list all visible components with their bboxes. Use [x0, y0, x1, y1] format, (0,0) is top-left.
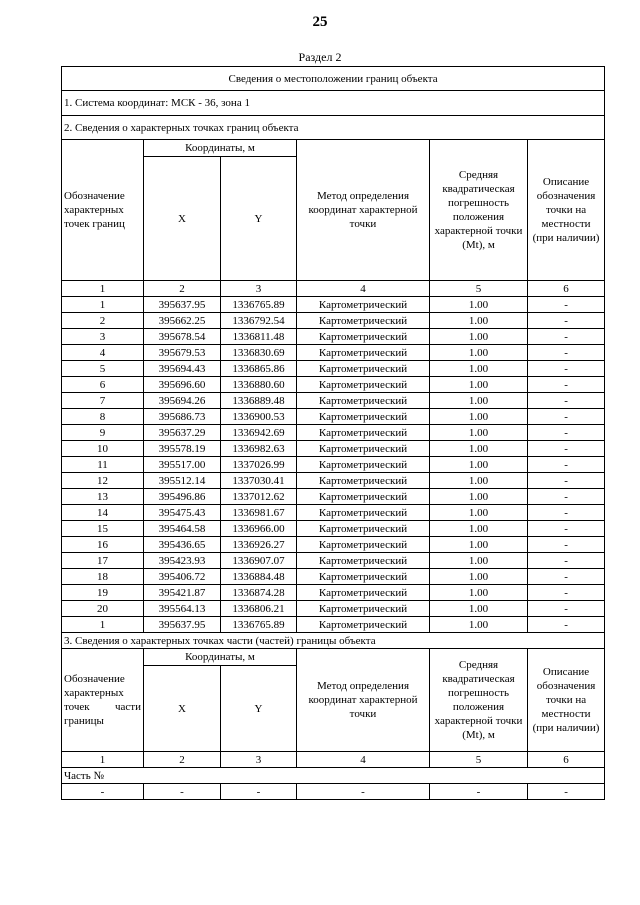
table-cell: 395496.86 [144, 489, 221, 505]
table-cell: 1336865.86 [221, 361, 297, 377]
table-cell: 395662.25 [144, 313, 221, 329]
table-cell: 1.00 [430, 505, 528, 521]
table-cell: - [528, 393, 605, 409]
table-cell: - [528, 537, 605, 553]
column-number-row [62, 281, 605, 297]
table-cell: - [528, 585, 605, 601]
table-cell: 8 [62, 409, 144, 425]
table-cell: 1336907.07 [221, 553, 297, 569]
table-cell: - [430, 784, 528, 800]
table-cell: 395578.19 [144, 441, 221, 457]
header-x: X [144, 157, 221, 281]
header-coords-part: Координаты, м [144, 649, 297, 666]
table-cell: 1.00 [430, 361, 528, 377]
table-cell: 1.00 [430, 617, 528, 633]
table-cell: - [528, 473, 605, 489]
table-cell: 1.00 [430, 457, 528, 473]
header-designation: Обозначение характерных точек границ [62, 140, 144, 281]
table-cell: - [528, 521, 605, 537]
table-cell: 395436.65 [144, 537, 221, 553]
table-cell: 6 [62, 377, 144, 393]
table-cell: 1336900.53 [221, 409, 297, 425]
table-row [62, 537, 605, 553]
section-3-heading: 3. Сведения о характерных точках части (частей) границы объекта [62, 633, 605, 649]
header-description: Описание обозначения точки на местности (при наличии) [528, 140, 605, 281]
table-cell: 6 [528, 752, 605, 768]
table-cell: 1336884.48 [221, 569, 297, 585]
table-cell: Картометрический [297, 361, 430, 377]
table-cell: 395423.93 [144, 553, 221, 569]
table-cell: 1336981.67 [221, 505, 297, 521]
table-cell: 395696.60 [144, 377, 221, 393]
table-cell: 2 [62, 313, 144, 329]
table-row [62, 409, 605, 425]
section-2-heading: 2. Сведения о характерных точках границ объекта [62, 116, 605, 140]
table-cell: 1 [62, 281, 144, 297]
table-cell: 1.00 [430, 345, 528, 361]
table-cell: 1.00 [430, 297, 528, 313]
table-cell: 1.00 [430, 409, 528, 425]
table-cell: - [528, 601, 605, 617]
header-error: Средняя квадратическая погрешность положения характерной точки (Mt), м [430, 140, 528, 281]
table-cell: - [528, 425, 605, 441]
table-cell: - [221, 784, 297, 800]
boundary-table [61, 66, 605, 800]
header-y-part: Y [221, 666, 297, 752]
table-cell: - [144, 784, 221, 800]
table-cell: Картометрический [297, 441, 430, 457]
table-row [62, 553, 605, 569]
table-row [62, 505, 605, 521]
table-row [62, 345, 605, 361]
table-cell: 395475.43 [144, 505, 221, 521]
table-cell: 1336792.54 [221, 313, 297, 329]
table-cell: - [528, 457, 605, 473]
table-cell: - [528, 553, 605, 569]
table-cell: - [528, 345, 605, 361]
table-cell: Картометрический [297, 505, 430, 521]
table-cell: 17 [62, 553, 144, 569]
table-cell: 3 [221, 281, 297, 297]
table-cell: 1.00 [430, 489, 528, 505]
table-cell: - [528, 441, 605, 457]
table-cell: Картометрический [297, 537, 430, 553]
table-row [62, 297, 605, 313]
header-designation-part: Обозначение характерных точек части границы [62, 649, 144, 752]
table-cell: Картометрический [297, 473, 430, 489]
table-cell: 18 [62, 569, 144, 585]
table-title: Сведения о местоположении границ объекта [62, 67, 605, 91]
table-row [62, 361, 605, 377]
table-row [62, 329, 605, 345]
table-cell: 395694.43 [144, 361, 221, 377]
table-cell: - [528, 489, 605, 505]
table-cell: 1336874.28 [221, 585, 297, 601]
table-cell: 1.00 [430, 601, 528, 617]
table-cell: 395686.73 [144, 409, 221, 425]
table-cell: Картометрический [297, 329, 430, 345]
table-cell: 1336880.60 [221, 377, 297, 393]
table-row [62, 521, 605, 537]
table-cell: 13 [62, 489, 144, 505]
table-cell: Картометрический [297, 585, 430, 601]
table-cell: 395637.29 [144, 425, 221, 441]
table-cell: 4 [297, 281, 430, 297]
table-cell: Картометрический [297, 601, 430, 617]
table-cell: 1337012.62 [221, 489, 297, 505]
table-cell: Картометрический [297, 409, 430, 425]
table-cell: Картометрический [297, 489, 430, 505]
table-cell: 1337026.99 [221, 457, 297, 473]
table-row [62, 457, 605, 473]
table-cell: Картометрический [297, 393, 430, 409]
table-cell: - [62, 784, 144, 800]
table-row [62, 601, 605, 617]
table-cell: Картометрический [297, 457, 430, 473]
table-cell: 1336806.21 [221, 601, 297, 617]
table-cell: 5 [62, 361, 144, 377]
table-cell: 3 [62, 329, 144, 345]
table-row [62, 425, 605, 441]
header-error-part: Средняя квадратическая погрешность положения характерной точки (Mt), м [430, 649, 528, 752]
table-cell: 1336830.69 [221, 345, 297, 361]
table-row [62, 377, 605, 393]
header-method: Метод определения координат характерной точки [297, 140, 430, 281]
table-cell: 2 [144, 281, 221, 297]
table-cell: 5 [430, 281, 528, 297]
part-row [62, 784, 605, 800]
table-cell: 6 [528, 281, 605, 297]
table-cell: - [528, 313, 605, 329]
coordinate-system: 1. Система координат: МСК - 36, зона 1 [62, 91, 605, 116]
table-cell: 1.00 [430, 393, 528, 409]
table-cell: - [528, 377, 605, 393]
table-cell: 4 [297, 752, 430, 768]
table-cell: 395637.95 [144, 617, 221, 633]
table-cell: 14 [62, 505, 144, 521]
table-cell: 395512.14 [144, 473, 221, 489]
table-cell: Картометрический [297, 345, 430, 361]
table-cell: 2 [144, 752, 221, 768]
table-cell: 7 [62, 393, 144, 409]
table-cell: Картометрический [297, 553, 430, 569]
table-cell: 1.00 [430, 473, 528, 489]
table-cell: 395464.58 [144, 521, 221, 537]
table-row [62, 393, 605, 409]
table-cell: 1.00 [430, 425, 528, 441]
table-cell: 395678.54 [144, 329, 221, 345]
table-cell: 1.00 [430, 585, 528, 601]
table-cell: - [528, 297, 605, 313]
table-row [62, 473, 605, 489]
table-cell: 395637.95 [144, 297, 221, 313]
header-coords: Координаты, м [144, 140, 297, 157]
table-row [62, 585, 605, 601]
part-label: Часть № [62, 768, 605, 784]
table-cell: - [528, 617, 605, 633]
table-cell: 1.00 [430, 521, 528, 537]
table-cell: 20 [62, 601, 144, 617]
table-cell: - [528, 505, 605, 521]
header-y: Y [221, 157, 297, 281]
column-number-row [62, 752, 605, 768]
table-cell: 1 [62, 752, 144, 768]
table-cell: 1 [62, 297, 144, 313]
table-cell: - [528, 784, 605, 800]
table-cell: 1336765.89 [221, 297, 297, 313]
table-cell: 1336966.00 [221, 521, 297, 537]
table-cell: 395679.53 [144, 345, 221, 361]
table-cell: 1336889.48 [221, 393, 297, 409]
table-row [62, 441, 605, 457]
table-cell: 1.00 [430, 329, 528, 345]
table-cell: - [528, 361, 605, 377]
table-cell: 19 [62, 585, 144, 601]
table-cell: 16 [62, 537, 144, 553]
table-cell: 1336926.27 [221, 537, 297, 553]
table-cell: 395406.72 [144, 569, 221, 585]
table-cell: 5 [430, 752, 528, 768]
header-method-part: Метод определения координат характерной точки [297, 649, 430, 752]
table-cell: - [528, 569, 605, 585]
table-row [62, 569, 605, 585]
table-cell: Картометрический [297, 377, 430, 393]
table-cell: 1.00 [430, 377, 528, 393]
table-cell: 1.00 [430, 553, 528, 569]
section-label: Раздел 2 [298, 50, 342, 64]
table-cell: 1336765.89 [221, 617, 297, 633]
table-cell: 1336811.48 [221, 329, 297, 345]
table-cell: 11 [62, 457, 144, 473]
table-cell: - [528, 409, 605, 425]
table-cell: 4 [62, 345, 144, 361]
table-cell: Картометрический [297, 297, 430, 313]
table-cell: Картометрический [297, 521, 430, 537]
table-cell: 1.00 [430, 537, 528, 553]
table-cell: Картометрический [297, 313, 430, 329]
header-x-part: X [144, 666, 221, 752]
table-cell: 395517.00 [144, 457, 221, 473]
table-cell: - [528, 329, 605, 345]
table-cell: 395421.87 [144, 585, 221, 601]
table-cell: 1336942.69 [221, 425, 297, 441]
table-cell: 1.00 [430, 569, 528, 585]
table-cell: 12 [62, 473, 144, 489]
table-cell: Картометрический [297, 569, 430, 585]
table-cell: 1 [62, 617, 144, 633]
table-cell: 395564.13 [144, 601, 221, 617]
table-cell: 395694.26 [144, 393, 221, 409]
table-row [62, 617, 605, 633]
table-cell: 1337030.41 [221, 473, 297, 489]
table-row [62, 313, 605, 329]
table-cell: Картометрический [297, 617, 430, 633]
table-cell: 3 [221, 752, 297, 768]
table-cell: - [297, 784, 430, 800]
table-cell: 9 [62, 425, 144, 441]
table-cell: 1336982.63 [221, 441, 297, 457]
table-cell: 1.00 [430, 313, 528, 329]
page-number: 25 [312, 14, 328, 30]
table-cell: 10 [62, 441, 144, 457]
table-row [62, 489, 605, 505]
table-cell: Картометрический [297, 425, 430, 441]
table-cell: 15 [62, 521, 144, 537]
table-cell: 1.00 [430, 441, 528, 457]
header-description-part: Описание обозначения точки на местности (при наличии) [528, 649, 605, 752]
